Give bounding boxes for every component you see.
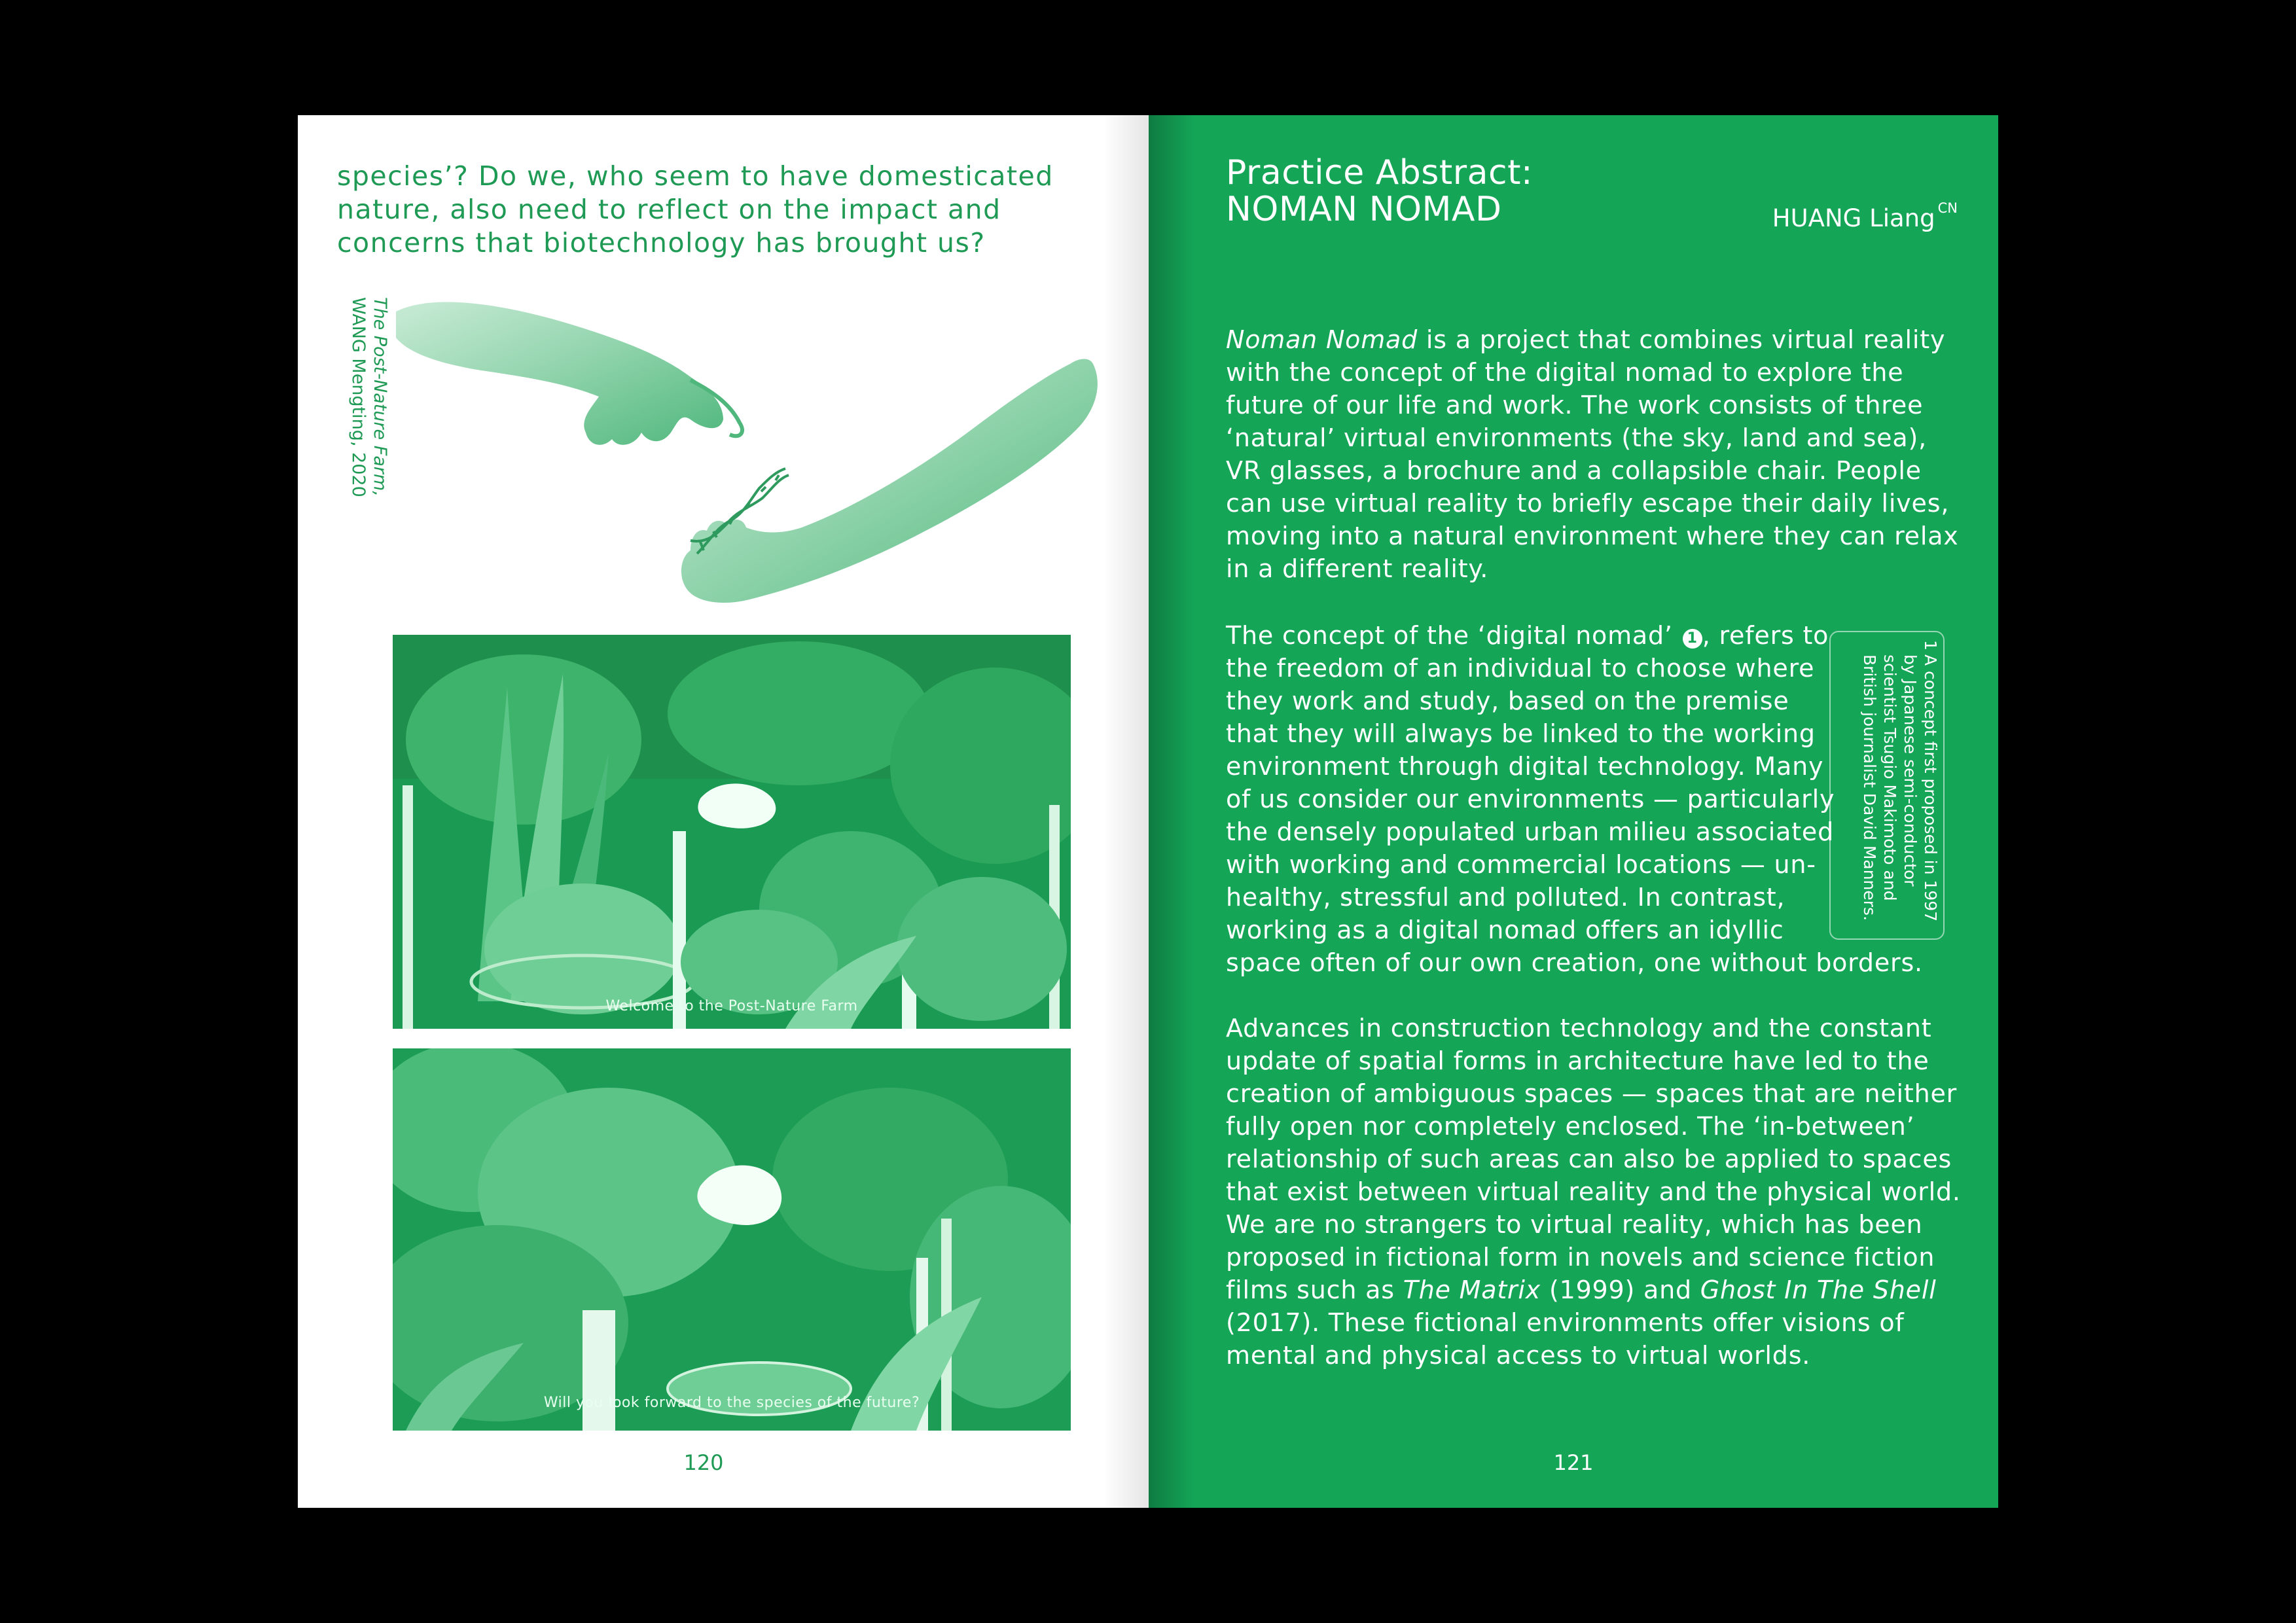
film-title-ghost: Ghost In The Shell <box>1700 1275 1937 1304</box>
paragraph-2-line: healthy, stressful and polluted. In contrast, <box>1226 883 1785 912</box>
render-2-subtitle: Will you look forward to the species of the future? <box>543 1395 920 1411</box>
paragraph-2-line: with working and commercial locations — un- <box>1226 850 1816 879</box>
section-title <box>1226 154 1533 228</box>
caption-title: The Post-Nature Farm, <box>370 297 390 497</box>
footnote-box <box>1829 631 1945 940</box>
paragraph-2-line: the densely populated urban milieu associated <box>1226 817 1834 846</box>
caption-credit: WANG Mengting, 2020 <box>348 297 368 497</box>
paragraph-2-line: of us consider our environments — particularly <box>1226 785 1835 813</box>
section-title-line-1: Practice Abstract: <box>1226 153 1534 192</box>
page-number-right: 121 <box>1553 1450 1594 1475</box>
section-title-line-2: NOMAN NOMAD <box>1226 190 1502 229</box>
paragraph-2-line: that they will always be linked to the working <box>1226 719 1816 748</box>
render-1-subtitle: Welcome to the Post-Nature Farm <box>605 998 858 1014</box>
paragraph-3-text: (2017). These fictional environments offer visions of mental and physical access to virtual worlds. <box>1226 1308 1905 1370</box>
paragraph-2-line: environment through digital technology. Many <box>1226 752 1824 781</box>
paragraph-3 <box>1226 1012 1965 1372</box>
right-page <box>1149 115 1998 1508</box>
film-title-matrix: The Matrix <box>1403 1275 1541 1304</box>
paragraph-3-text: (1999) and <box>1541 1275 1700 1304</box>
left-page <box>298 115 1149 1508</box>
footnote-marker: 1 <box>1683 629 1702 649</box>
gutter-shadow-right <box>1149 115 1194 1508</box>
farm-render-image-1 <box>393 635 1071 1029</box>
paragraph-1-text: is a project that combines virtual reality with the concept of the digital nomad to explore the future of our life and work. The work consists of three ‘natural’ virtual environments (the sky, land and sea), VR glasses, a brochure and a collapsible chair. People can use virtual reality to briefly escape their daily lives, moving into a natural environment where they can relax in a different reality. <box>1226 325 1959 583</box>
farm-render-image-2 <box>393 1048 1071 1431</box>
author-name <box>1772 200 1958 232</box>
paragraph-2-line: the freedom of an individual to choose where <box>1226 654 1815 683</box>
gutter-shadow-left <box>1103 115 1149 1508</box>
lead-text: species’? Do we, who seem to have domesticated nature, also need to reflect on the impact and concerns that biotechnology has brought us? <box>337 160 1054 259</box>
footnote-number: 1 <box>1921 640 1940 651</box>
author-text: HUANG Liang <box>1772 204 1935 232</box>
paragraph-1 <box>1226 323 1965 585</box>
paragraph-2-line: they work and study, based on the premise <box>1226 687 1789 715</box>
plants-scene-2 <box>393 1048 1071 1431</box>
paragraph-2-line <box>1226 619 1829 652</box>
paragraph-2-line: space often of our own creation, one without borders. <box>1226 948 1923 977</box>
author-country: CN <box>1937 200 1958 216</box>
upper-hand-shape <box>396 302 723 445</box>
page-number-left: 120 <box>683 1450 724 1475</box>
lower-hand-shape <box>681 359 1098 603</box>
paragraph-2-line: working as a digital nomad offers an idyllic <box>1226 916 1784 944</box>
plants-scene-1 <box>393 635 1071 1029</box>
footnote-text: A concept first proposed in 1997 by Japanese semi-conductor scientist Tsugio Makimoto and British journalist David Manners. <box>1860 654 1940 922</box>
paragraph-2-text: The concept of the ‘digital nomad’ <box>1226 621 1673 650</box>
paragraph-2-text: , refers to <box>1702 621 1829 650</box>
project-name-italic: Noman Nomad <box>1226 325 1418 354</box>
image-caption <box>332 297 391 533</box>
paragraph-3-text: Advances in construction technology and the constant update of spatial forms in architecture have led to the creation of ambiguous spaces — spaces that are neither fully open nor completely enclosed. The ‘in-between’ relationship of such areas can also be applied to spaces that exist between virtual reality and the physical world. We are no strangers to virtual reality, which has been proposed in fictional form in novels and science fiction films such as <box>1226 1014 1961 1304</box>
